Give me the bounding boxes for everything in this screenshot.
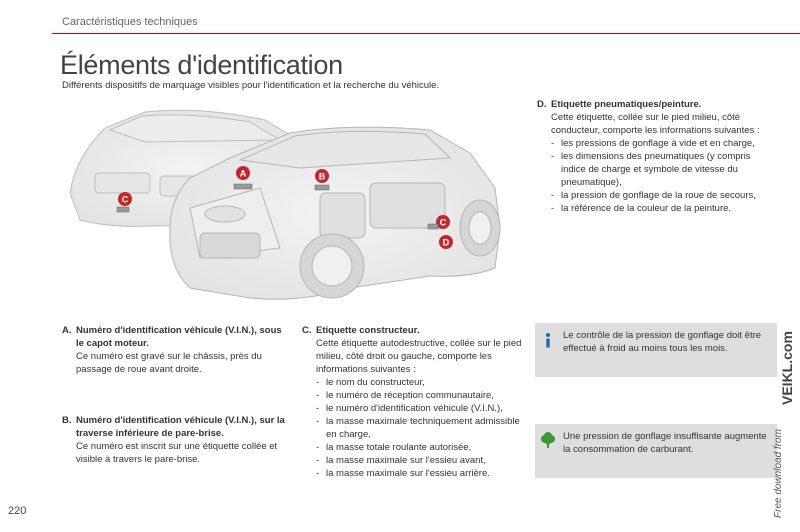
list-item: - la pression de gonflage de la roue de secours, <box>551 189 762 202</box>
list-item: - la masse maximale techniquement admissible en charge, <box>316 415 532 441</box>
list-item: - le nom du constructeur, <box>316 376 532 389</box>
list-item: - les pressions de gonflage à vide et en charge, <box>551 137 762 150</box>
info-icon <box>539 331 557 349</box>
list-item: - la masse maximale sur l'essieu arrière. <box>316 467 532 480</box>
section-b-vin-windscreen <box>62 414 287 466</box>
vin-plate-a <box>234 184 252 189</box>
section-c-heading <box>302 324 532 337</box>
section-c-list <box>302 376 532 480</box>
info-note <box>535 323 777 377</box>
section-a-vin-engine <box>62 324 287 376</box>
marker-c-front-label: C <box>439 217 447 228</box>
section-d-heading <box>537 98 762 111</box>
vin-plate-b <box>315 185 329 190</box>
page-subtitle: Différents dispositifs de marquage visibles pour l'identification et la recherche du véhicule. <box>62 80 440 91</box>
list-item: - le numéro d'identification véhicule (V.I.N.), <box>316 402 532 415</box>
section-c-manufacturer-label <box>302 324 532 480</box>
label-plate-c-rear <box>117 207 129 212</box>
section-b-body: Ce numéro est inscrit sur une étiquette collée et visible à travers le pare-brise. <box>76 441 278 465</box>
marker-d-label: D <box>442 237 450 248</box>
list-item: - les dimensions des pneumatiques (y compris indice de charge et symbole de vitesse du pneumatique), <box>551 150 762 189</box>
header-divider <box>52 33 800 34</box>
marker-d <box>439 235 453 249</box>
section-d-list <box>537 137 762 215</box>
section-d-title: Etiquette pneumatiques/peinture. <box>551 99 702 110</box>
marker-c-rear-label: C <box>121 194 129 205</box>
section-a-title: Numéro d'identification véhicule (V.I.N.), sous le capot moteur. <box>76 325 282 349</box>
download-credit <box>770 280 796 520</box>
section-a-letter: A. <box>62 325 72 336</box>
section-d-body: Cette étiquette, collée sur le pied milieu, côté conducteur, comporte les informations suivantes : <box>551 112 760 136</box>
credit-text: Free download from <box>773 429 784 518</box>
section-a-heading <box>62 324 287 350</box>
section-b-title: Numéro d'identification véhicule (V.I.N.), sur la traverse inférieure de pare-brise. <box>76 415 285 439</box>
section-b-letter: B. <box>62 415 72 426</box>
section-c-body: Cette étiquette autodestructive, collée sur le pied milieu, côté droit ou gauche, comporte les informations suivantes : <box>316 338 522 375</box>
credit-brand: VEIKL.com <box>779 331 795 405</box>
section-d-letter: D. <box>537 99 547 110</box>
list-item: - la masse totale roulante autorisée, <box>316 441 532 454</box>
marker-a <box>236 166 250 180</box>
car-illustration <box>50 98 520 313</box>
section-a-body: Ce numéro est gravé sur le châssis, près du passage de roue avant droite. <box>76 351 262 375</box>
marker-b-label: B <box>318 171 326 182</box>
section-c-letter: C. <box>302 325 312 336</box>
eco-note-text: Une pression de gonflage insuffisante augmente la consommation de carburant. <box>563 431 767 455</box>
list-item: - la masse maximale sur l'essieu avant, <box>316 454 532 467</box>
list-item: - le numéro de réception communautaire, <box>316 389 532 402</box>
info-note-text: Le contrôle de la pression de gonflage doit être effectué à froid au moins tous les mois. <box>563 330 762 354</box>
section-b-heading <box>62 414 287 440</box>
marker-a-label: A <box>239 168 247 179</box>
section-c-title: Etiquette constructeur. <box>316 325 420 336</box>
page-number: 220 <box>8 505 27 517</box>
marker-c-rear <box>118 192 132 206</box>
section-d-tyre-paint-label <box>537 98 762 215</box>
section-header: Caractéristiques techniques <box>62 16 198 28</box>
label-plate-c-front <box>428 224 438 229</box>
tree-icon <box>539 432 557 450</box>
page-title: Éléments d'identification <box>60 50 343 80</box>
list-item: - la référence de la couleur de la peinture. <box>551 202 762 215</box>
marker-b <box>315 169 329 183</box>
eco-note <box>535 424 777 478</box>
